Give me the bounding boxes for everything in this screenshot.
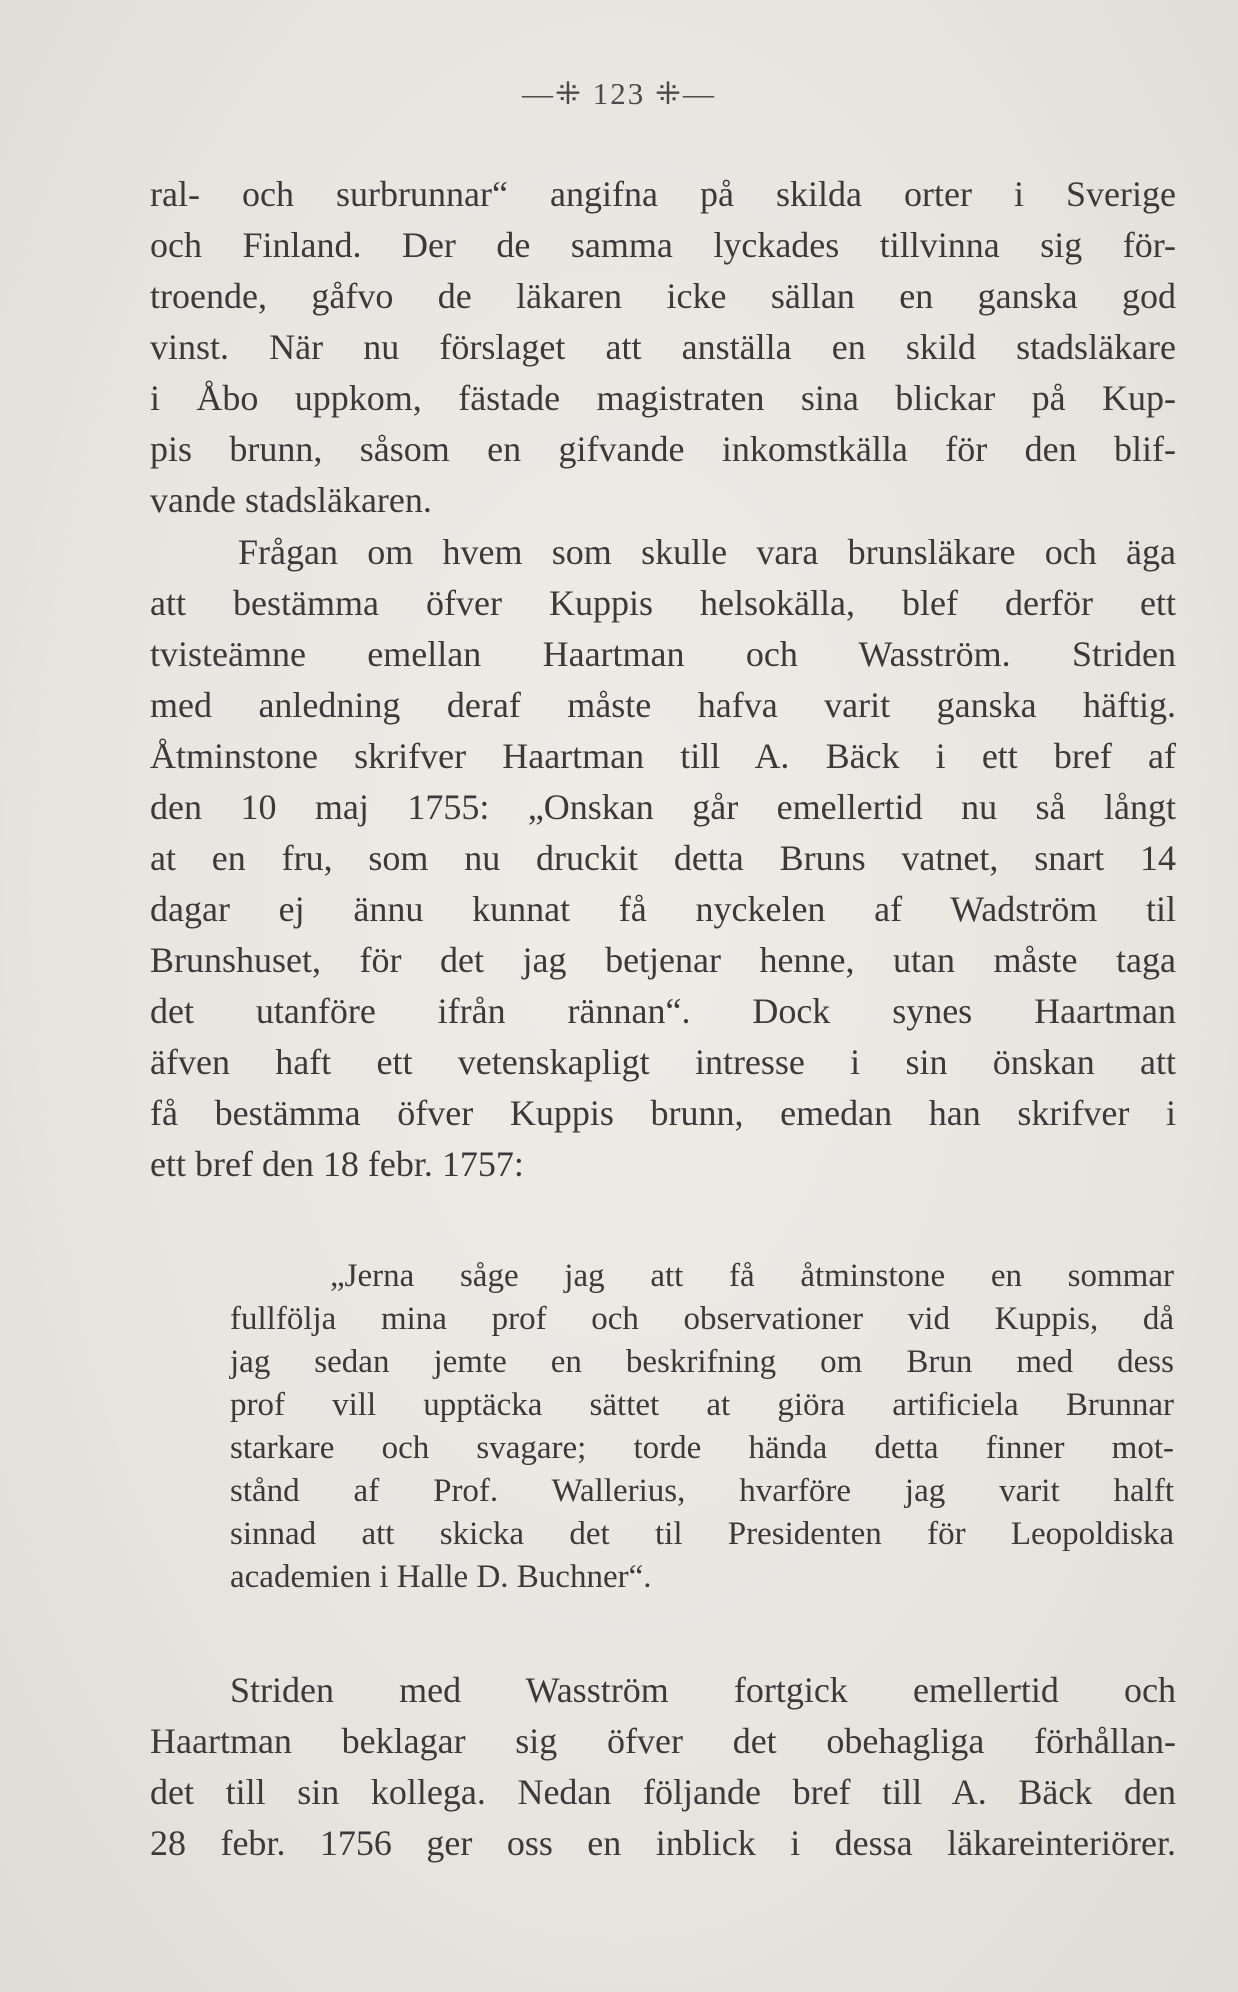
text-line: academien i Halle D. Buchner“. bbox=[230, 1559, 652, 1595]
text-line: den 10 maj 1755: „Onskan går emellertid nu så långt bbox=[150, 787, 1176, 827]
text-line: ral- och surbrunnar“ angifna på skilda orter i Sverige bbox=[150, 174, 1176, 214]
text-line: dagar ej ännu kunnat få nyckelen af Wadström til bbox=[150, 889, 1176, 929]
text-line: ett bref den 18 febr. 1757: bbox=[150, 1144, 524, 1184]
text-line: 28 febr. 1756 ger oss en inblick i dessa läkareinteriörer. bbox=[150, 1823, 1176, 1863]
text-line: Brunshuset, för det jag betjenar henne, utan måste taga bbox=[150, 940, 1176, 980]
text-line: tvisteämne emellan Haartman och Wasström. Striden bbox=[150, 634, 1176, 674]
text-line: at en fru, som nu druckit detta Bruns vatnet, snart 14 bbox=[150, 838, 1176, 878]
text-line: jag sedan jemte en beskrifning om Brun med dess bbox=[230, 1344, 1174, 1380]
text-line: äfven haft ett vetenskapligt intresse i sin önskan att bbox=[150, 1042, 1176, 1082]
text-line: vande stadsläkaren. bbox=[150, 480, 432, 520]
text-line: prof vill upptäcka sättet at giöra artificiela Brunnar bbox=[230, 1387, 1174, 1423]
text-line: stånd af Prof. Wallerius, hvarföre jag varit halft bbox=[230, 1473, 1174, 1509]
text-line: sinnad att skicka det til Presidenten för Leopoldiska bbox=[230, 1516, 1174, 1552]
text-line: det utanföre ifrån rännan“. Dock synes Haartman bbox=[150, 991, 1176, 1031]
text-line: det till sin kollega. Nedan följande bref till A. Bäck den bbox=[150, 1772, 1176, 1812]
text-line: Frågan om hvem som skulle vara brunsläkare och äga bbox=[238, 532, 1176, 572]
text-line: Åtminstone skrifver Haartman till A. Bäck i ett bref af bbox=[150, 736, 1176, 776]
text-line: vinst. När nu förslaget att anställa en skild stadsläkare bbox=[150, 327, 1176, 367]
text-line: att bestämma öfver Kuppis helsokälla, blef derför ett bbox=[150, 583, 1176, 623]
text-line: starkare och svagare; torde hända detta finner mot- bbox=[230, 1430, 1174, 1466]
text-line: pis brunn, såsom en gifvande inkomstkälla för den blif- bbox=[150, 429, 1176, 469]
text-line: och Finland. Der de samma lyckades tillvinna sig för- bbox=[150, 225, 1176, 265]
text-line: Striden med Wasström fortgick emellertid och bbox=[230, 1670, 1176, 1710]
text-line: Haartman beklagar sig öfver det obehagliga förhållan- bbox=[150, 1721, 1176, 1761]
text-line: i Åbo uppkom, fästade magistraten sina blickar på Kup- bbox=[150, 378, 1176, 418]
text-line: „Jerna såge jag att få åtminstone en sommar bbox=[330, 1258, 1174, 1294]
text-line: fullfölja mina prof och observationer vid Kuppis, då bbox=[230, 1301, 1174, 1337]
text-line: få bestämma öfver Kuppis brunn, emedan han skrifver i bbox=[150, 1093, 1176, 1133]
page-number: —⁜ 123 ⁜— bbox=[522, 76, 716, 111]
text-line: troende, gåfvo de läkaren icke sällan en ganska god bbox=[150, 276, 1176, 316]
text-line: med anledning deraf måste hafva varit ganska häftig. bbox=[150, 685, 1176, 725]
